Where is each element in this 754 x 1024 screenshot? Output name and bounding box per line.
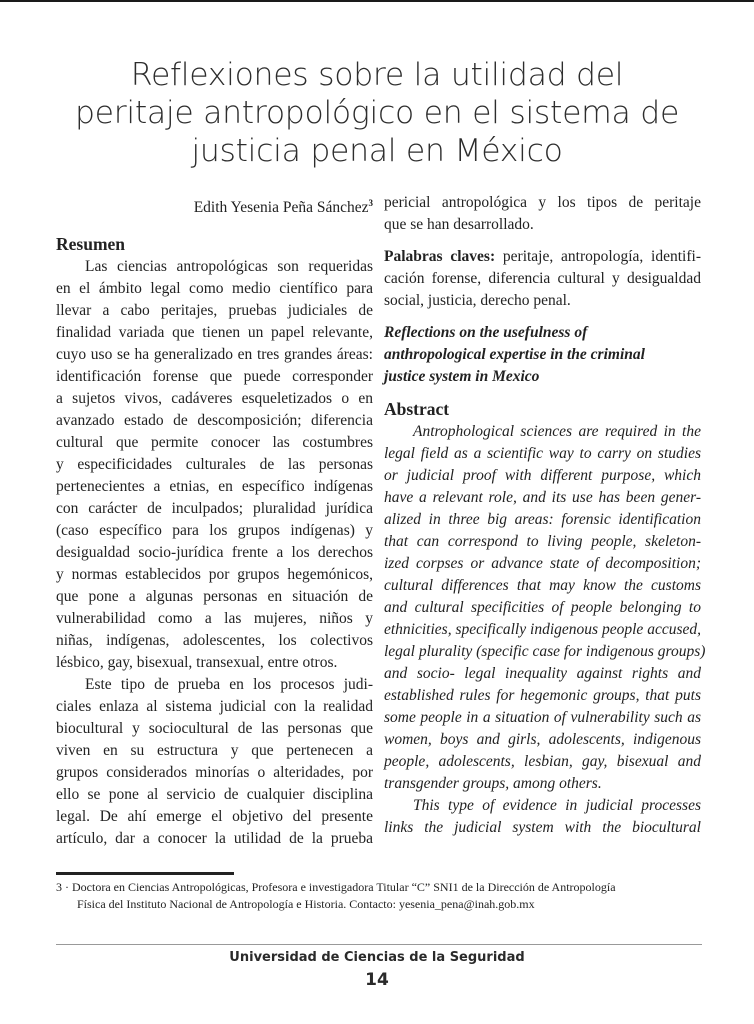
text-line: viven en su estructura y que pertenecen a	[56, 742, 373, 760]
text-line: have a relevant role, and its use has been gener-	[384, 489, 701, 506]
text-line: vulnerabilidad como a las mujeres, niños y	[56, 610, 373, 628]
text-line: ized corpses or advance state of decomposition;	[384, 555, 701, 572]
author-byline	[56, 192, 373, 219]
right-column	[384, 192, 706, 839]
text-line: people, adolescents, lesbian, gay, bisexual and	[384, 753, 701, 770]
abstract-heading: Abstract	[384, 399, 450, 419]
spacer	[384, 236, 701, 246]
text-line: que pone a algunas personas en situación de	[56, 588, 373, 606]
resumen-paragraph-2	[56, 674, 373, 850]
text-line: (caso específico para los grupos indígenas) y	[56, 522, 373, 540]
text-line: some people in a situation of vulnerability such as	[384, 709, 701, 726]
resumen-paragraph-continued	[384, 192, 701, 236]
text-line: grupos considerados minorías o alteridades, por	[56, 764, 373, 782]
text-line: cuyo uso se ha generalizado en tres grandes áreas:	[56, 346, 373, 364]
title-line: justicia penal en México	[191, 133, 563, 169]
text-line	[384, 246, 701, 268]
text-line: artículo, dar a conocer la utilidad de la prueba	[56, 830, 373, 848]
text-line: legal field as a scientific way to carry on studies	[384, 445, 701, 462]
keywords-label: Palabras claves:	[384, 248, 496, 265]
footer-rule	[56, 944, 702, 945]
author-footnote-mark: 3	[368, 198, 373, 208]
keywords	[384, 246, 701, 312]
text-line: desigualdad socio-jurídica frente a los derechos	[56, 544, 373, 562]
text-line: en el ámbito legal como medio científico para	[56, 280, 373, 298]
keywords-text: peritaje, antropología, identifi-	[495, 248, 701, 265]
top-border	[0, 0, 754, 2]
abstract-paragraph-2	[384, 795, 701, 839]
text-line: pericial antropológica y los tipos de peritaje	[384, 194, 701, 211]
text-line: Este tipo de prueba en los procesos judi-	[85, 676, 373, 694]
left-column	[56, 192, 373, 850]
text-line: links the judicial system with the biocultural	[384, 819, 701, 836]
text-line: Las ciencias antropológicas son requeridas	[85, 258, 373, 276]
text-line: ciales enlaza al sistema judicial con la realidad	[56, 698, 373, 716]
text-line: biocultural y sociocultural de las personas que	[56, 720, 373, 738]
text-line: legal. De ahí emerge el objetivo del presente	[56, 808, 373, 826]
text-line: transgender groups, among others.	[384, 775, 602, 792]
footnote	[56, 879, 706, 913]
footnote-line: 3 · Doctora en Ciencias Antropológicas, Profesora e investigadora Titular “C” SNI1 de la Dirección de Antropología	[56, 880, 616, 894]
resumen-heading: Resumen	[56, 234, 126, 255]
text-line: This type of evidence in judicial processes	[413, 797, 701, 814]
text-line: cación forense, diferencia cultural y desigualdad	[384, 270, 701, 287]
text-line: justice system in Mexico	[384, 368, 540, 385]
footnote-line: Física del Instituto Nacional de Antropología e Historia. Contacto: yesenia_pena@inah.gob.mx	[77, 897, 535, 911]
text-line: anthropological expertise in the criminal	[384, 346, 645, 363]
text-line: social, justicia, derecho penal.	[384, 292, 571, 309]
text-line: cultural differences that may know the customs	[384, 577, 701, 594]
text-line: women, boys and girls, adolescents, indigenous	[384, 731, 701, 748]
author-name: Edith Yesenia Peña Sánchez	[193, 199, 369, 217]
text-line: finalidad variada que tienen un papel relevante,	[56, 324, 373, 342]
text-line: cultural que permite conocer las costumbres	[56, 434, 373, 452]
text-line: or judicial proof with different purpose, which	[384, 467, 701, 484]
page-number: 14	[365, 970, 389, 990]
text-line: avanzado estado de descomposición; diferencia	[56, 412, 373, 430]
text-line: legal plurality (specific case for indigenous groups)	[384, 643, 706, 660]
footnote-rule	[56, 872, 234, 875]
footer-institution: Universidad de Ciencias de la Seguridad	[229, 950, 525, 965]
text-line: and cultural specificities of people belonging to	[384, 599, 701, 616]
text-line: that can correspond to living people, skeleton-	[384, 533, 701, 550]
text-line: pertenecientes a etnias, en específico indígenas	[56, 478, 373, 496]
text-line: and socio- legal inequality against rights and	[384, 665, 701, 682]
article-title	[30, 56, 724, 170]
english-title	[384, 322, 701, 388]
text-line: a sujetos vivos, cadáveres esqueletizados o en	[56, 390, 373, 408]
text-line: y especificidades culturales de las personas	[56, 456, 373, 474]
text-line: identificación forense que puede corresponder	[56, 368, 373, 386]
text-line: y normas establecidos por grupos hegemónicos,	[56, 566, 373, 584]
text-line: lésbico, gay, bisexual, transexual, entre otros.	[56, 654, 338, 672]
text-line: established rules for hegemonic groups, that puts	[384, 687, 701, 704]
text-line: con carácter de inculpados; pluralidad jurídica	[56, 500, 373, 518]
text-line: Antrophological sciences are required in the	[413, 423, 701, 440]
text-line: ello se pone al servicio de cualquier disciplina	[56, 786, 373, 804]
text-line: ethnicities, specifically indigenous people accused,	[384, 621, 701, 638]
text-line: niñas, indígenas, adolescentes, los colectivos	[56, 632, 373, 650]
title-line: peritaje antropológico en el sistema de	[74, 95, 680, 131]
text-line: que se han desarrollado.	[384, 216, 534, 233]
resumen-paragraph-1	[56, 256, 373, 674]
title-line: Reflexiones sobre la utilidad del	[130, 57, 624, 93]
abstract-paragraph-1	[384, 421, 706, 795]
text-line: Reflections on the usefulness of	[384, 324, 588, 341]
text-line: alized in three big areas: forensic identification	[384, 511, 701, 528]
text-line: llevar a cabo peritajes, pruebas judiciales de	[56, 302, 373, 320]
